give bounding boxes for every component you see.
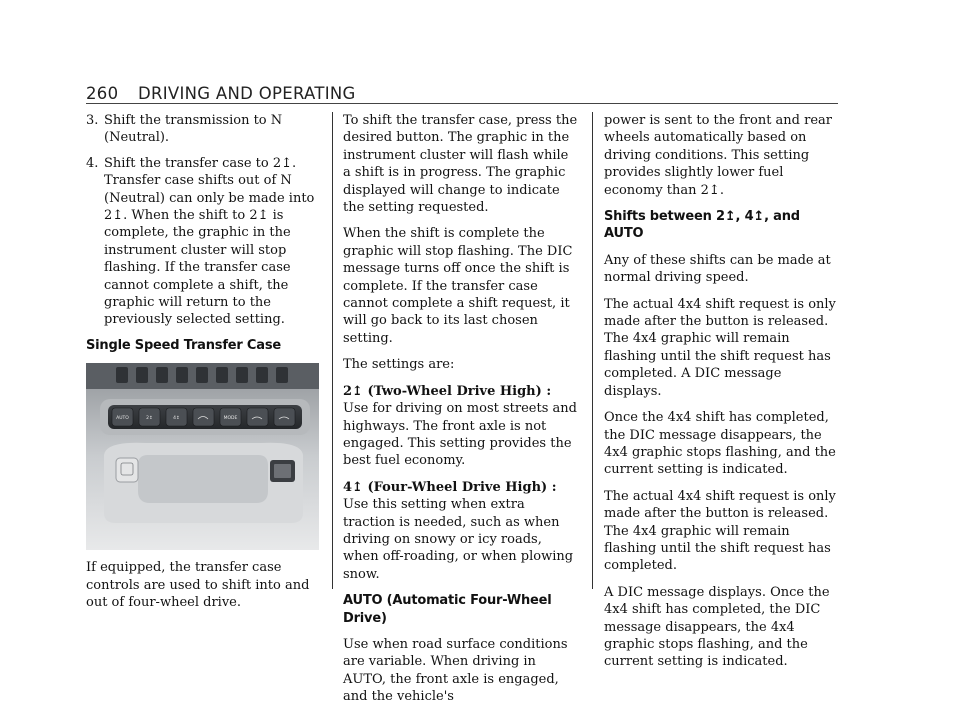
- step-number: 3.: [86, 113, 99, 128]
- column-2: [343, 112, 578, 715]
- paragraph: The actual 4x4 shift request is only made after the button is released. The 4x4 graphic will remain flashing until the shift request has completed. A DIC message displays.: [604, 296, 836, 399]
- section-heading: AUTO (Automatic Four-Wheel Drive): [343, 593, 552, 626]
- paragraph: Use when road surface conditions are variable. When driving in AUTO, the front axle is engaged, and the vehicle's: [343, 636, 568, 705]
- header-rule: [86, 103, 838, 104]
- setting-desc: Use for driving on most streets and highways. The front axle is not engaged. This setting provides the best fuel economy.: [343, 401, 577, 469]
- setting-two-wheel: [343, 383, 578, 470]
- setting-four-wheel: [343, 479, 578, 583]
- photo-button-label: MODE: [223, 416, 238, 422]
- column-1: [86, 112, 319, 621]
- paragraph: The settings are:: [343, 357, 455, 373]
- paragraph: When the shift is complete the graphic will stop flashing. The DIC message turns off once the shift is complete. If the transfer case cannot complete a shift request, it will go back to its last chosen setting.: [343, 226, 573, 346]
- column-3: [604, 112, 840, 680]
- step-number: 4.: [86, 155, 99, 171]
- photo-button-label: AUTO: [116, 416, 129, 422]
- paragraph: power is sent to the front and rear wheels automatically based on driving conditions. This setting provides slightly lower fuel economy than 2↥.: [604, 113, 833, 198]
- step-3: [86, 112, 319, 147]
- setting-term: 4↥ (Four-Wheel Drive High) :: [343, 479, 557, 495]
- section-heading: Single Speed Transfer Case: [86, 337, 282, 353]
- page-header: [86, 84, 356, 103]
- page-number: 260: [86, 84, 119, 103]
- paragraph: Once the 4x4 shift has completed, the DIC message disappears, the 4x4 graphic stops flashing, and the current setting is indicated.: [604, 410, 836, 478]
- photo-button-label: 4↥: [173, 416, 180, 422]
- section-title: DRIVING AND OPERATING: [137, 84, 356, 103]
- step-text: Shift the transfer case to 2↥. Transfer case shifts out of N (Neutral) can only be made into 2↥. When the shift to 2↥ is complete, the graphic in the instrument cluster will stop flashing. If the transfer case cannot complete a shift, the graphic will return to the previously selected setting.: [104, 155, 315, 328]
- transfer-case-controls-photo: [86, 363, 319, 550]
- paragraph: A DIC message displays. Once the 4x4 shift has completed, the DIC message disappears, the 4x4 graphic stops flashing, and the current setting is indicated.: [604, 584, 830, 670]
- setting-desc: Use this setting when extra traction is needed, such as when driving on snowy or icy roads, when off-roading, or when plowing snow.: [343, 497, 574, 582]
- paragraph: Any of these shifts can be made at normal driving speed.: [604, 252, 831, 286]
- photo-button-label: 2↥: [146, 416, 153, 422]
- paragraph: To shift the transfer case, press the desired button. The graphic in the instrument cluster will flash while a shift is in progress. The graphic displayed will change to indicate the setting requested.: [343, 113, 578, 216]
- setting-term: 2↥ (Two-Wheel Drive High) :: [343, 383, 552, 399]
- step-4: [86, 155, 319, 329]
- section-heading: Shifts between 2↥, 4↥, and AUTO: [604, 209, 800, 242]
- paragraph: If equipped, the transfer case controls are used to shift into and out of four-wheel drive.: [86, 560, 310, 611]
- column-divider: [332, 112, 333, 589]
- paragraph: The actual 4x4 shift request is only made after the button is released. The 4x4 graphic will remain flashing until the shift request has completed.: [604, 488, 836, 574]
- column-divider: [592, 112, 593, 589]
- step-text: Shift the transmission to N (Neutral).: [104, 113, 283, 146]
